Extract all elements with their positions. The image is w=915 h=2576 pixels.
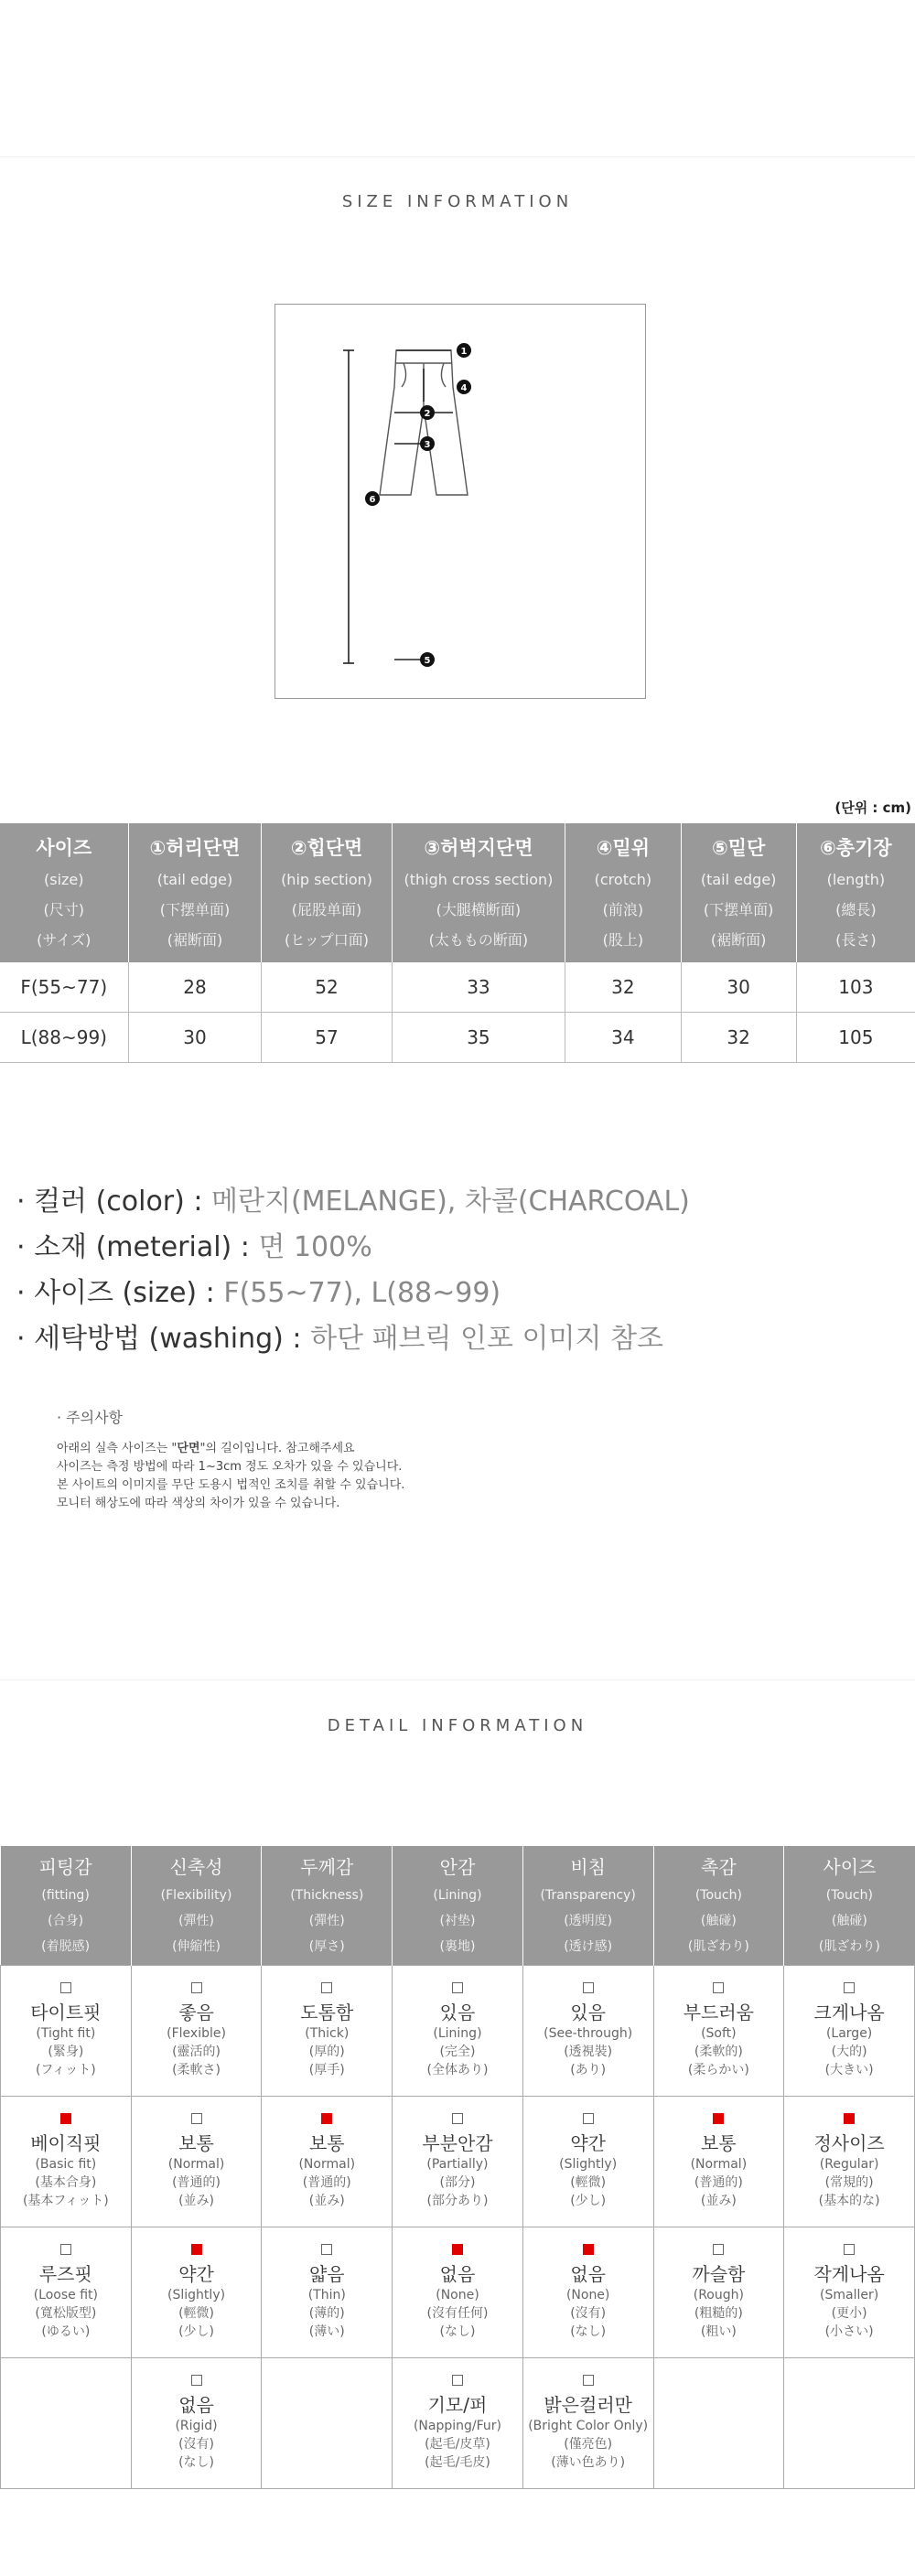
detail-option-cell: 작게나옴 (Smaller) (更小) (小さい) xyxy=(784,2227,915,2358)
detail-empty-cell xyxy=(653,2358,784,2489)
size-cell: 30 xyxy=(681,962,796,1013)
detail-option-cell: 없음 (None) (沒有) (なし) xyxy=(522,2227,653,2358)
size-header-cell: ③허벅지단면 (thigh cross section) (大腿横断面) (太ももの断面) xyxy=(392,823,565,962)
detail-option-cell: 없음 (None) (沒有任何) (なし) xyxy=(393,2227,523,2358)
size-cell: 30 xyxy=(128,1013,262,1063)
checkbox-icon xyxy=(60,2244,71,2255)
checkbox-icon xyxy=(583,2113,594,2124)
detail-option-cell: 타이트핏 (Tight fit) (緊身) (フィット) xyxy=(1,1966,132,2097)
marker-2: 2 xyxy=(424,409,431,419)
checkbox-icon xyxy=(713,1982,724,1993)
size-row xyxy=(0,1013,915,1063)
detail-option-cell: 밝은컬러만 (Bright Color Only) (僅亮色) (薄い色あり) xyxy=(522,2358,653,2489)
size-cell: 57 xyxy=(262,1013,392,1063)
marker-6: 6 xyxy=(369,495,376,505)
notice-line: 아래의 실측 사이즈는 "단면"의 길이입니다. 참고해주세요 xyxy=(57,1442,355,1455)
detail-table-header xyxy=(1,1846,915,1966)
checkbox-icon xyxy=(452,1982,463,1993)
notice-block xyxy=(57,1409,404,1513)
checkbox-icon xyxy=(583,2244,594,2255)
marker-4: 4 xyxy=(460,383,468,393)
checkbox-icon xyxy=(191,1982,202,1993)
detail-section-title: DETAIL INFORMATION xyxy=(327,1716,588,1735)
checkbox-icon xyxy=(191,2113,202,2124)
checkbox-icon xyxy=(452,2113,463,2124)
size-cell: F(55~77) xyxy=(0,962,128,1013)
notice-line: 모니터 해상도에 따라 색상의 차이가 있을 수 있습니다. xyxy=(57,1497,340,1510)
size-cell: 35 xyxy=(392,1013,565,1063)
detail-empty-cell xyxy=(1,2358,132,2489)
size-cell: 103 xyxy=(796,962,915,1013)
checkbox-icon xyxy=(713,2244,724,2255)
checkbox-icon xyxy=(321,2113,332,2124)
notice-title: · 주의사항 xyxy=(57,1409,123,1426)
size-cell: 33 xyxy=(392,962,565,1013)
detail-option-cell: 약간 (Slightly) (輕微) (少し) xyxy=(522,2097,653,2227)
detail-row xyxy=(1,1966,915,2097)
size-cell: 52 xyxy=(262,962,392,1013)
size-header-cell: ①허리단면 (tail edge) (下摆单面) (裾断面) xyxy=(128,823,262,962)
detail-option-cell: 베이직핏 (Basic fit) (基本合身) (基本フィット) xyxy=(1,2097,132,2227)
checkbox-icon xyxy=(452,2375,463,2386)
detail-option-cell: 부드러움 (Soft) (柔軟的) (柔らかい) xyxy=(653,1966,784,2097)
unit-label: (단위 : cm) xyxy=(834,800,911,816)
checkbox-icon xyxy=(844,1982,855,1993)
detail-empty-cell xyxy=(784,2358,915,2489)
detail-header-cell: 비침 (Transparency) (透明度) (透け感) xyxy=(522,1846,653,1966)
checkbox-icon xyxy=(321,1982,332,1993)
notice-line: 사이즈는 측정 방법에 따라 1~3cm 정도 오차가 있을 수 있습니다. xyxy=(57,1460,403,1474)
detail-option-cell: 보통 (Normal) (普通的) (並み) xyxy=(653,2097,784,2227)
detail-row xyxy=(1,2097,915,2227)
marker-1: 1 xyxy=(460,347,468,357)
marker-5: 5 xyxy=(424,656,431,666)
checkbox-icon xyxy=(60,1982,71,1993)
size-cell: 32 xyxy=(565,962,681,1013)
size-header-cell: ④밑위 (crotch) (前浪) (股上) xyxy=(565,823,681,962)
detail-option-cell: 루즈핏 (Loose fit) (寬松版型) (ゆるい) xyxy=(1,2227,132,2358)
size-cell: 28 xyxy=(128,962,262,1013)
checkbox-icon xyxy=(713,2113,724,2124)
checkbox-icon xyxy=(583,1982,594,1993)
checkbox-icon xyxy=(452,2244,463,2255)
size-cell: 32 xyxy=(681,1013,796,1063)
detail-option-cell: 크게나옴 (Large) (大的) (大きい) xyxy=(784,1966,915,2097)
notice-line: 본 사이트의 이미지를 무단 도용시 법적인 조치를 취할 수 있습니다. xyxy=(57,1478,405,1492)
detail-empty-cell xyxy=(262,2358,393,2489)
detail-option-cell: 좋음 (Flexible) (靈活的) (柔軟さ) xyxy=(131,1966,262,2097)
size-section-title: SIZE INFORMATION xyxy=(341,192,574,211)
detail-option-cell: 정사이즈 (Regular) (常規的) (基本的な) xyxy=(784,2097,915,2227)
detail-option-cell: 얇음 (Thin) (薄的) (薄い) xyxy=(262,2227,393,2358)
size-cell: 34 xyxy=(565,1013,681,1063)
checkbox-icon xyxy=(583,2375,594,2386)
marker-3: 3 xyxy=(424,440,431,450)
pants-illustration xyxy=(275,305,645,698)
detail-option-cell: 까슬함 (Rough) (粗糙的) (粗い) xyxy=(653,2227,784,2358)
size-header-cell: ②힙단면 (hip section) (屁股单面) (ヒップ口面) xyxy=(262,823,392,962)
detail-option-cell: 있음 (See-through) (透視裝) (あり) xyxy=(522,1966,653,2097)
detail-header-cell: 안감 (Lining) (衬垫) (裏地) xyxy=(393,1846,523,1966)
detail-option-cell: 없음 (Rigid) (沒有) (なし) xyxy=(131,2358,262,2489)
detail-row xyxy=(1,2227,915,2358)
info-washing: · 세탁방법 (washing) : 하단 패브릭 인포 이미지 참조 xyxy=(16,1323,663,1355)
info-size: · 사이즈 (size) : F(55~77), L(88~99) xyxy=(16,1277,501,1309)
detail-header-cell: 촉감 (Touch) (触碰) (肌ざわり) xyxy=(653,1846,784,1966)
info-color: · 컬러 (color) : 메란지(MELANGE), 차콜(CHARCOAL) xyxy=(16,1186,690,1218)
size-table xyxy=(0,823,915,1063)
dimension-markers xyxy=(365,343,471,667)
detail-header-cell: 사이즈 (Touch) (触碰) (肌ざわり) xyxy=(784,1846,915,1966)
size-table-header xyxy=(0,823,915,962)
checkbox-icon xyxy=(844,2244,855,2255)
size-cell: 105 xyxy=(796,1013,915,1063)
detail-option-cell: 보통 (Normal) (普通的) (並み) xyxy=(262,2097,393,2227)
checkbox-icon xyxy=(191,2375,202,2386)
size-cell: L(88~99) xyxy=(0,1013,128,1063)
detail-option-cell: 약간 (Slightly) (輕微) (少し) xyxy=(131,2227,262,2358)
detail-option-cell: 있음 (Lining) (完全) (全体あり) xyxy=(393,1966,523,2097)
size-header-cell: ⑤밑단 (tail edge) (下摆单面) (裾断面) xyxy=(681,823,796,962)
info-material: · 소재 (meterial) : 면 100% xyxy=(16,1231,372,1263)
size-row xyxy=(0,962,915,1013)
detail-header-cell: 신축성 (Flexibility) (彈性) (伸縮性) xyxy=(131,1846,262,1966)
detail-row xyxy=(1,2358,915,2489)
checkbox-icon xyxy=(60,2113,71,2124)
detail-option-cell: 보통 (Normal) (普通的) (並み) xyxy=(131,2097,262,2227)
detail-option-cell: 도톰함 (Thick) (厚的) (厚手) xyxy=(262,1966,393,2097)
top-divider xyxy=(0,156,915,157)
checkbox-icon xyxy=(321,2244,332,2255)
size-header-cell: ⑥총기장 (length) (總長) (長さ) xyxy=(796,823,915,962)
detail-header-cell: 피팅감 (fitting) (合身) (着脱感) xyxy=(1,1846,132,1966)
detail-table xyxy=(0,1846,915,2489)
detail-option-cell: 부분안감 (Partially) (部分) (部分あり) xyxy=(393,2097,523,2227)
detail-option-cell: 기모/퍼 (Napping/Fur) (起毛/皮草) (起毛/毛皮) xyxy=(393,2358,523,2489)
checkbox-icon xyxy=(844,2113,855,2124)
pants-diagram xyxy=(274,304,646,699)
checkbox-icon xyxy=(191,2244,202,2255)
detail-header-cell: 두께감 (Thickness) (彈性) (厚さ) xyxy=(262,1846,393,1966)
size-header-cell: 사이즈 (size) (尺寸) (サイズ) xyxy=(0,823,128,962)
